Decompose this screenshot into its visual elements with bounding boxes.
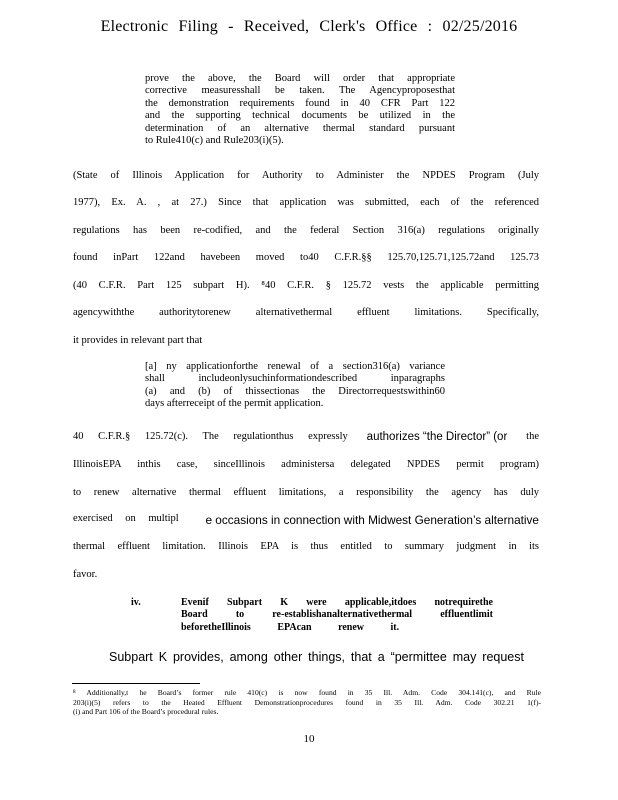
paragraph-line: (40 C.F.R. Part 125 subpart H). ⁸40 C.F.R. § 125.72 vests the applicable permitting [73, 280, 539, 291]
block-quote-regulation [145, 361, 445, 411]
heading-text: beforetheIllinois EPAcan renew it. [181, 621, 400, 633]
paragraph-line: 1977), Ex. A. , at 27.) Since that application was submitted, each of the referenced [73, 197, 539, 208]
paragraph-subpart-k: Subpart K provides, among other things, that a “permittee may request [109, 650, 524, 664]
heading-text: Board to re-establishanalternativethermal effluentlimit [181, 609, 493, 621]
quote-line: prove the above, the Board will order that appropriate [145, 73, 455, 84]
quote-line: to Rule410(c) and Rule203(i)(5). [145, 135, 284, 147]
paragraph-line: to renew alternative thermal effluent limitations, a responsibility the agency has duly [73, 487, 539, 498]
block-quote-agency-proposal [145, 73, 455, 147]
quote-line: the demonstration requirements found in 40 CFR Part 122 [145, 97, 455, 109]
paragraph-line: IllinoisEPA inthis case, sinceIllinois administersa delegated NPDES permit program) [73, 459, 539, 470]
page-number: 10 [303, 733, 315, 745]
footnote-line: (i) and Part 106 of the Board’s procedural rules. [73, 707, 219, 717]
section-heading-iv [131, 597, 493, 634]
paragraph-line: it provides in relevant part that [73, 335, 203, 346]
footnote-line: 203(i)(5) refers to the Heated Effluent Demonstrationprocedures found in 35 Ill. Adm. Code 302.21 1(f)- [73, 697, 541, 707]
footnote-divider [72, 683, 200, 684]
paragraph-line-emphasis: authorizes “the Director” (or [366, 431, 508, 443]
quote-line: [a] ny applicationforthe renewal of a section316(a) variance [145, 361, 445, 372]
paragraph-line: regulations has been re-codified, and the federal Section 316(a) regulations originally [73, 225, 539, 236]
paragraph-line: found inPart 122and havebeen moved to40 C.F.R.§§ 125.70,125.71,125.72and 125.73 [73, 252, 539, 263]
heading-number: iv. [131, 597, 141, 608]
paragraph-line: agencywiththe authoritytorenew alternativethermal effluent limitations. Specifically, [73, 307, 539, 318]
heading-text: Evenif Subpart K were applicable,itdoes notrequirethe [181, 597, 493, 608]
quote-line: determination of an alternative thermal standard pursuant [145, 122, 455, 134]
footnote-line: ⁸ Additionally,t he Board’s former rule 410(c) is now found in 35 Ill. Adm. Code 304.141(c), and Rule [73, 688, 541, 697]
heading-row [131, 597, 493, 609]
footnote-8 [73, 688, 541, 717]
paragraph-line: thermal effluent limitation. Illinois EPA is thus entitled to summary judgment in its [73, 541, 539, 552]
paragraph-line [73, 513, 539, 527]
paragraph-line: (State of Illinois Application for Authority to Administer the NPDES Program (July [73, 170, 539, 181]
filing-header: Electronic Filing - Received, Clerk's Office : 02/25/2016 [100, 18, 518, 35]
quote-line: days afterreceipt of the permit application. [145, 398, 324, 410]
paragraph-line-start: exercised on multipl [73, 513, 179, 524]
paragraph-line: favor. [73, 569, 98, 580]
paragraph-line-start: 40 C.F.R.§ 125.72(c). The regulationthus expressly [73, 431, 348, 442]
quote-line: (a) and (b) of thissectionas the Directorrequestswithin60 [145, 385, 445, 397]
quote-line: corrective measuresshall be taken. The Agencyproposesthat [145, 85, 455, 97]
paragraph-line [73, 431, 539, 443]
quote-line: shall includeonlysuchinformationdescribed inparagraphs [145, 373, 445, 385]
paragraph-line-end: the [526, 431, 539, 442]
paragraph-line-emphasis: e occasions in connection with Midwest Generation’s alternative [205, 513, 539, 527]
quote-line: and the supporting technical documents be utilized in the [145, 110, 455, 122]
